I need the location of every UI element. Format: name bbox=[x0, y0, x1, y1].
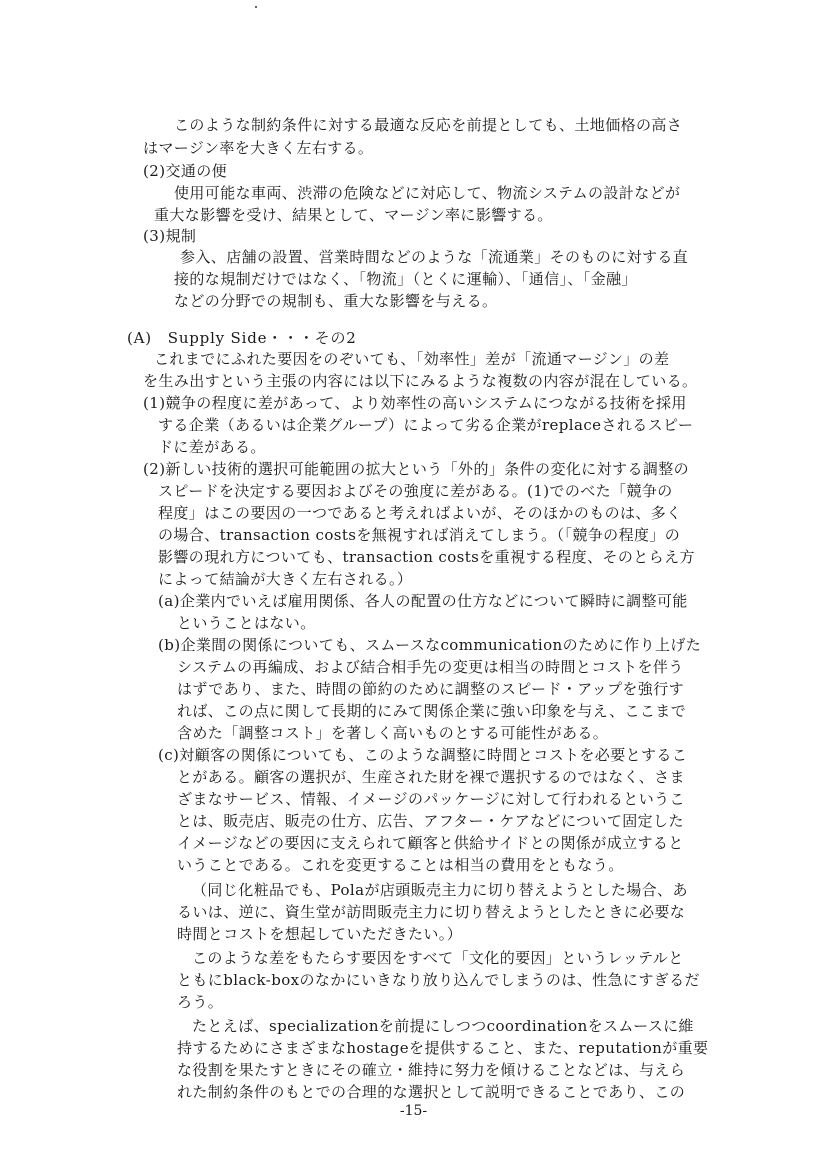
text-line: (c)対顧客の関係についても、このような調整に時間とコストを必要とするこ bbox=[158, 746, 688, 764]
text-line: 接的な規制だけではなく、「物流」（とくに運輸）、「通信」、「金融」 bbox=[174, 270, 637, 288]
text-line: とは、販売店、販売の仕方、広告、アフター・ケアなどについて固定した bbox=[177, 812, 684, 830]
item-heading: (2)交通の便 bbox=[143, 162, 228, 180]
text-line: 程度」はこの要因の一つであると考えればよいが、そのほかのものは、多く bbox=[158, 504, 682, 522]
text-line: いうことである。これを変更することは相当の費用をともなう。 bbox=[177, 856, 624, 874]
text-line: れば、この点に関して長期的にみて関係企業に強い印象を与え、ここまで bbox=[177, 702, 687, 720]
text-line: を生み出すという主張の内容には以下にみるような複数の内容が混在している。 bbox=[143, 372, 698, 390]
text-line: の場合、transaction costsを無視すれば消えてしまう。（「競争の程度」の bbox=[158, 526, 681, 544]
text-line: はずであり、また、時間の節約のために調整のスピード・アップを強行す bbox=[177, 680, 685, 698]
text-line: このような制約条件に対する最適な反応を前提としても、土地価格の高さ bbox=[174, 116, 683, 134]
text-line: ドに差がある。 bbox=[158, 438, 266, 456]
text-line: るいは、逆に、資生堂が訪問販売主力に切り替えようとしたときに必要な bbox=[177, 903, 686, 921]
item-heading: (3)規制 bbox=[143, 227, 197, 245]
text-line: ざまなサービス、情報、イメージのパッケージに対して行われるというこ bbox=[177, 790, 685, 808]
text-line: （同じ化粧品でも、Polaが店頭販売主力に切り替えようとした場合、あ bbox=[192, 881, 688, 899]
text-line: このような差をもたらす要因をすべて「文化的要因」というレッテルと bbox=[192, 949, 684, 967]
text-line: 時間とコストを想起していただきたい。） bbox=[177, 925, 463, 943]
text-line: 影響の現れ方についても、transaction costsを重視する程度、そのとらえ方 bbox=[158, 548, 695, 566]
text-line: はマージン率を大きく左右する。 bbox=[143, 139, 374, 157]
text-line: 持するためにさまざまなhostageを提供すること、また、reputationが重要 bbox=[177, 1039, 709, 1057]
text-line: な役割を果たすときにその確立・維持に努力を傾けることなどは、与えら bbox=[177, 1061, 686, 1079]
text-line: (a)企業内でいえば雇用関係、各人の配置の仕方などについて瞬時に調整可能 bbox=[158, 592, 688, 610]
scan-mark bbox=[255, 6, 257, 8]
page-number: -15- bbox=[399, 1103, 428, 1119]
text-line: れた制約条件のもとでの合理的な選択として説明できることであり、この bbox=[177, 1083, 686, 1101]
text-line: (b)企業間の関係についても、スムースなcommunicationのために作り上げた bbox=[158, 636, 702, 654]
text-line: する企業（あるいは企業グループ）によって劣る企業がreplaceされるスピー bbox=[158, 416, 694, 434]
text-line: ともにblack-boxのなかにいきなり放り込んでしまうのは、性急にすぎるだ bbox=[177, 971, 700, 989]
text-line: 参入、店舗の設置、営業時間などのような「流通業」そのものに対する直 bbox=[180, 248, 689, 266]
text-line: システムの再編成、および結合相手先の変更は相当の時間とコストを伴う bbox=[177, 658, 684, 676]
text-line: 使用可能な車両、渋滞の危険などに対応して、物流システムの設計などが bbox=[174, 184, 681, 202]
text-line: ろう。 bbox=[177, 993, 224, 1011]
text-line: たとえば、specializationを前提にしつつcoordinationをスムースに維 bbox=[192, 1017, 694, 1035]
text-line: (2)新しい技術的選択可能範囲の拡大という「外的」条件の変化に対する調整の bbox=[143, 460, 690, 478]
text-line: などの分野での規制も、重大な影響を与える。 bbox=[174, 292, 498, 310]
text-line: とがある。顧客の選択が、生産された財を裸で選択するのではなく、さま bbox=[177, 768, 685, 786]
text-line: スピードを決定する要因およびその強度に差がある。(1)でのべた「競争の bbox=[158, 482, 673, 500]
section-heading: (A) Supply Side・・・その2 bbox=[127, 329, 357, 347]
text-line: (1)競争の程度に差があって、より効率性の高いシステムにつながる技術を採用 bbox=[143, 394, 687, 412]
text-line: 重大な影響を受け、結果として、マージン率に影響する。 bbox=[154, 206, 553, 224]
text-line: イメージなどの要因に支えられて顧客と供給サイドとの関係が成立すると bbox=[177, 834, 684, 852]
text-line: ということはない。 bbox=[177, 614, 316, 632]
text-line: によって結論が大きく左右される。） bbox=[158, 570, 413, 588]
text-line: 含めた「調整コスト」を著しく高いものとする可能性がある。 bbox=[177, 724, 609, 742]
text-line: これまでにふれた要因をのぞいても、「効率性」差が「流通マージン」の差 bbox=[154, 350, 670, 368]
